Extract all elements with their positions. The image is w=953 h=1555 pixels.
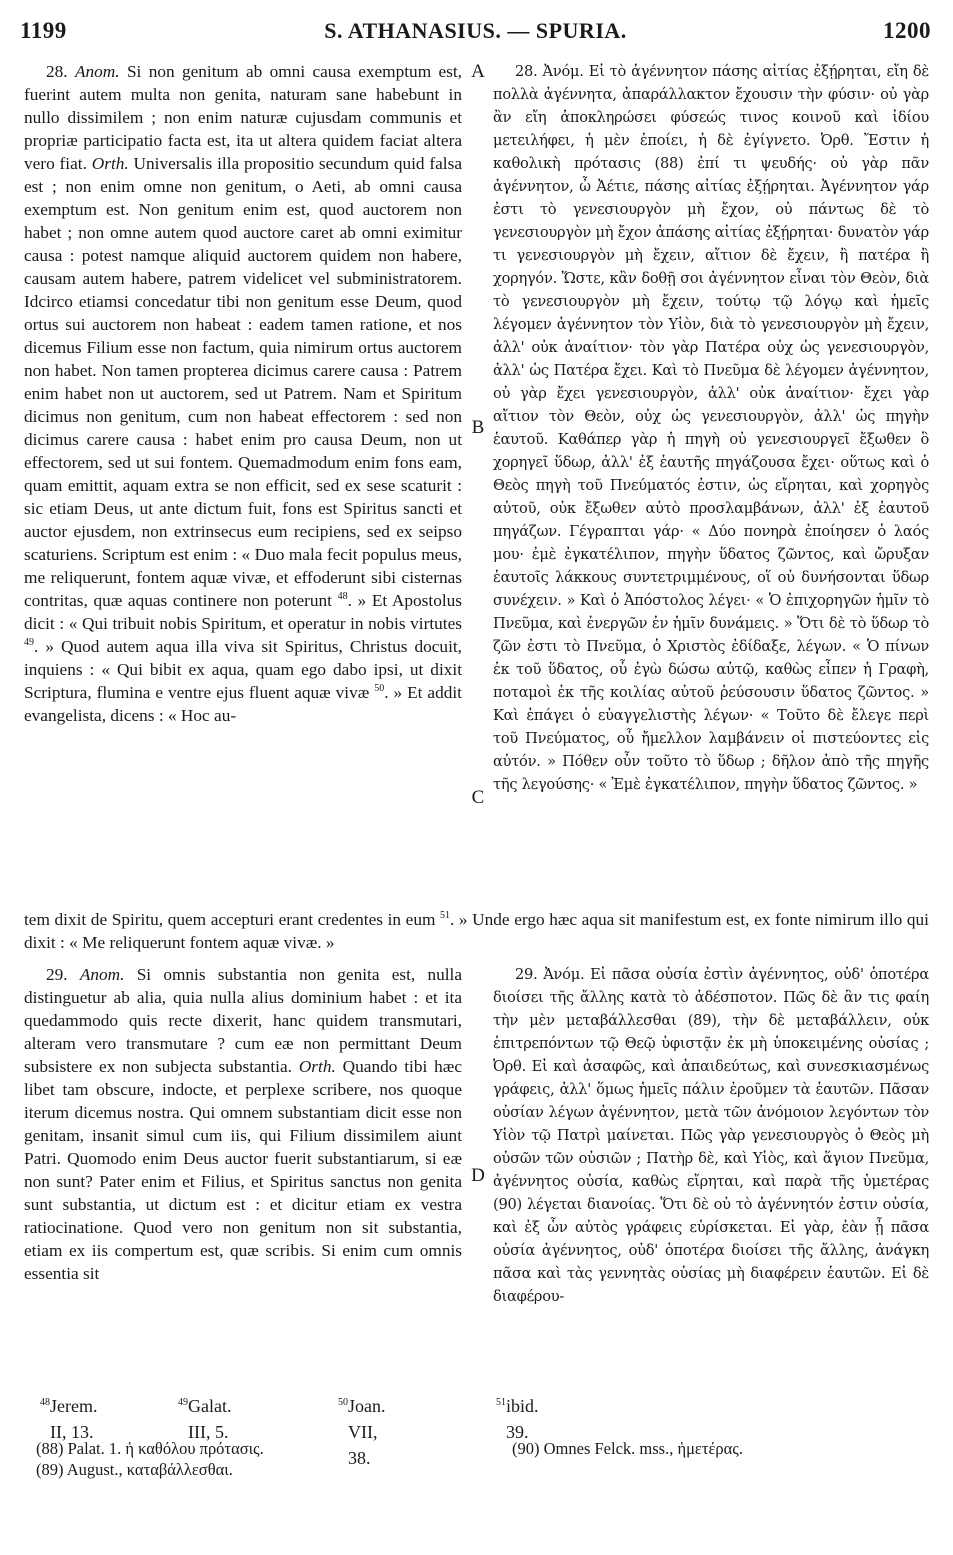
latin-text: . » Et addit evangelista, dicens : « Hoc au- bbox=[24, 683, 462, 725]
section-number: 29. bbox=[515, 966, 544, 983]
latin-text: Universalis illa propositio secundum quid falsa est ; non enim omne non genitum, o Aeti, ab omni causa exemptum est. Non genitum enim est, quod auctorem non habet ; non omne autem quod auctore caret ab omni eximitur causa : potest namque aliquid auctorem quidem non habere, causam autem habere, patrem videlicet vel subministratorem. Idcirco etiamsi concedatur tibi non genitum esse Deum, quod ortus sui auctorem non habeat : eadem tamen ratione, et nos dicemus Filium esse non factum, quia nimirum ortus auctorem non habet. Non tamen propterea dicimus carere causa : Patrem enim habet non ut auctorem, sed ut Patrem. Nam et Spiritum dicimus non genitum, cum non habeat effectorem : sed non dicimus carere causa : habet enim pro causa Deum, non ut effectorem, sed ut sui fontem. Quemadmodum enim fons eam, quam emittit, aquam extra se non efficit, sed ex sese scaturit : sic etiam Deus, ut ante dictum fuit, fons est Spiritus sancti et auctor ejusdem, non extrinsecus eum recipiens, sed ex seipso scaturiens. Scriptum est enim : « Duo mala fecit populus meus, me reliquerunt, fontem aquæ vivæ, et effoderunt sibi cisternas contritas, quæ aquas continere non poterunt bbox=[24, 154, 462, 610]
variant-notes-left bbox=[36, 1438, 456, 1480]
variant-note: (90) Omnes Felck. mss., ἡμετέρας. bbox=[512, 1439, 743, 1458]
column-number-left: 1199 bbox=[20, 18, 67, 43]
page-header bbox=[20, 14, 931, 48]
scripture-ref: $^{50}$ Joan. VII, 38. bbox=[338, 1396, 386, 1468]
section-number: 29. bbox=[46, 965, 80, 984]
greek-paragraph-29 bbox=[493, 963, 929, 1308]
latin-paragraph-28 bbox=[24, 60, 462, 727]
variant-notes-right bbox=[512, 1438, 932, 1459]
latin-text: . » Et Apostolus dicit : « Qui tribuit nobis Spiritum, et operatur in nobis virtutes bbox=[24, 591, 462, 633]
footnote-ref-48: 48 bbox=[337, 591, 348, 603]
column-number-right: 1200 bbox=[883, 18, 931, 43]
greek-text: Ἀνόμ. Εἰ πᾶσα οὐσία ἐστὶν ἀγέννητος, οὐδ' ὁποτέρα διοίσει τῆς ἄλλης κατὰ τὸ ἀδέσποτον. Πῶς δὲ ἂν τις φαίη τὴν μὲν μεταβάλλεσθαι (89), τὴν δὲ μεταβάλλειν, οὐκ ἐπιτρεπόντων τῷ Θεῷ ὑφιστᾷν ἐκ μὴ ὑποκειμένης οὐσίας ; Ὀρθ. Εἰ καὶ ἀσαφῶς, καὶ ἀπαιδεύτως, καὶ συνεσκιασμένως γράφεις, ἀλλ' ὅμως ἡμεῖς πάλιν ἐροῦμεν τὰ ἑαυτῶν. Πᾶσαν οὐσίαν λέγων ἀγέννητον, μετὰ τῶν ἀνόμοιον λεγόντων τὸν Υἱὸν τῷ Πατρὶ μαίνεται. Πῶς γὰρ γενεσιουργὸς ὁ Θεὸς μὴ οὐσῶν τῶν οὐσιῶν ; Πατὴρ δὲ, καὶ Υἱὸς, καὶ ἅγιον Πνεῦμα, ἀγέννητος οὐσία, καθὼς εἴρηται, καὶ παρὰ τῆς ὑμετέρας (90) λέγεται διανοίας. Ὅτι δὲ οὐ τὸ ἀγέννητόν ἐστιν οὐσία, καὶ ἐξ ὧν αὐτὸς γράφεις εὑρίσκεται. Εἰ γὰρ, ἐὰν ᾖ πᾶσα οὐσία ἀγέννητος, οὐδ' ὁποτέρα διοίσει τῆς ἄλλης, ἀνάγκη πᾶσα καὶ τὰς γεννητὰς οὐσίας μὴ διαφέρειν ἑαυτῶν. Εἰ δὲ διαφέρου- bbox=[493, 966, 929, 1305]
margin-marker-d: D bbox=[471, 1165, 485, 1186]
latin-column-section-29 bbox=[24, 963, 462, 1285]
greek-text: Ἀνόμ. Εἰ τὸ ἀγέννητον πάσης αἰτίας ἐξῄρηται, εἴη δὲ πολλὰ ἀγέννητα, ἀπαράλλακτον ἔχουσιν τὴν φύσιν· οὐ γὰρ ἂν εἴη ἀποκληρώσει φύσεώς τινος κοινοῦ καὶ ἰδίου μετειλήφει, ἡ μὲν ἐποίει, ἡ δὲ ἐγίγνετο. Ὀρθ. Ἔστιν ἡ καθολικὴ πρότασις (88) ἐπί τι ψευδής· οὐ γὰρ πᾶν ἀγέννητον, ὦ Ἀέτιε, πάσης αἰτίας ἐξῄρηται. Ἀγέννητον γάρ ἐστι τὸ γενεσιουργὸν μὴ ἔχον, οὐ πάντως δὲ τὸ γενεσιουργὸν μὴ ἔχον ἁπάσης αἰτίας ἐξῄρηται· δυνατὸν γάρ τι γενεσιουργὸν μὴ ἔχειν, αἴτιον δὲ ἔχειν, ἢ πατέρα ἢ χορηγόν. Ὥστε, κἂν δοθῇ σοι ἀγέννητον εἶναι τὸν Θεὸν, διὰ τὸ γενεσιουργὸν μὴ ἔχειν, τούτῳ τῷ λόγῳ καὶ ἡμεῖς λέγομεν ἀγέννητον τὸν Υἱὸν, διὰ τὸ γενεσιουργὸν μὴ ἔχειν, ἀλλ' οὐκ ἀναίτιον· τὸν γὰρ Πατέρα οὐχ ὡς γενεσιουργὸν, ἀλλ' ὡς Πατέρα ἔχει. Καὶ τὸ Πνεῦμα δὲ λέγομεν ἀγέννητον, οὐ γὰρ ἔχει γενεσιουργὸν, ἀλλ' οὐκ ἀναίτιον· ἔχει γὰρ αἴτιον τὸν Θεὸν, οὐχ ὡς γενεσιουργὸν, ἀλλ' ὡς πηγὴν ἑαυτοῦ. Καθάπερ γὰρ ἡ πηγὴ οὐ γενεσιουργεῖ ἔξωθεν ὃ χορηγεῖ ὕδωρ, ἀλλ' ἐξ ἑαυτῆς πηγάζουσα ἔχει· οὕτως καὶ ὁ Θεὸς πηγὴ τοῦ Πνεύματός ἐστιν, ὡς εἴρηται, καὶ χορηγὸς αὐτοῦ, οὐκ ἔξωθεν αὐτὸ προσλαμβάνων, ἀλλ' ἐξ ἑαυτοῦ πηγάζων. Γέγραπται γάρ· « Δύο πονηρὰ ἐποίησεν ὁ λαός μου· ἐμὲ ἐγκατέλιπον, πηγὴν ὕδατος ζῶντος, καὶ ὤρυξαν ἑαυτοῖς λάκκους συντετριμμένους, οἵ οὐ δυνήσονται ὕδωρ συνέχειν. » Καὶ ὁ Ἀπόστολος λέγει· « Ὁ ἐπιχορηγῶν ἡμῖν τὸ Πνεῦμα, καὶ ἐνεργῶν ἐν ἡμῖν δυνάμεις. » Ὅτι δὲ τὸ ὕδωρ τὸ ζῶν ἐστι τὸ Πνεῦμα, ὁ Χριστὸς ἐδίδαξε, λέγων. « Ὁ πίνων ἐκ τοῦ ὕδατος, οὗ ἐγὼ δώσω αὐτῷ, καθὼς εἶπεν ἡ Γραφὴ, ποταμοὶ ἐκ τῆς κοιλίας αὐτοῦ ῥεύσουσιν ὕδατος ζῶντος. » Καὶ ἐπάγει ὁ εὐαγγελιστὴς λέγων· « Τοῦτο δὲ ἔλεγε περὶ τοῦ Πνεύματος, οὗ ἤμελλον λαμβάνειν οἱ πιστεύοντες εἰς αὐτόν. » Πόθεν οὖν τοῦτο τὸ ὕδωρ ; δῆλον ἀπὸ τῆς πηγῆς τῆς λεγούσης· « Ἐμὲ ἐγκατέλιπον, πηγὴν ὕδατος ζῶντος. » bbox=[493, 63, 929, 793]
greek-column-section-28 bbox=[493, 60, 929, 796]
variant-note: (89) August., καταβάλλεσθαι. bbox=[36, 1460, 233, 1479]
speaker-orth: Orth. bbox=[298, 1057, 336, 1076]
greek-column-section-29 bbox=[493, 963, 929, 1308]
latin-column-section-28 bbox=[24, 60, 462, 727]
latin-text: Si non genitum ab omni causa exemptum est, fuerint autem multa non genita, naturam sane habebunt in nullo dissimilem ; non enim naturæ cujusdam communis et propriæ participatio facta est, ita ut altera quidem faciat altera vero fiat. bbox=[24, 62, 462, 173]
latin-text: Quando tibi hæc libet tam obscure, indocte, et perplexe scribere, nos quoque iterum dicemus nostra. Qui omnem substantiam dicit esse non genitam, insanit simul cum iis, qui Filium dissimilem aiunt Patri. Quomodo enim Deus auctor fuerit substantiarum, si eæ non sunt? Pater enim et Filius, et Spiritus sanctus non genita sunt substantia, ut dictum est : et dicitur etiam ex vestra ratiocinatione. Quod vero non genitum non sit substantia, etiam ex iis compertum est, quæ scribis. Si enim cum omnis essentia sit bbox=[24, 1057, 462, 1283]
footnote-ref-50: 50 bbox=[374, 683, 385, 695]
margin-marker-a: A bbox=[471, 61, 485, 82]
latin-text: . » Unde ergo hæc aqua sit manifestum est, ex fonte nimirum illo qui dixit : « Me reliquerunt fontem aquæ vivæ. » bbox=[24, 910, 929, 952]
scripture-ref: $^{48}$ Jerem. II, 13. bbox=[40, 1396, 98, 1442]
latin-text: . » Quod autem aqua illa viva sit Spiritus, Christus docuit, inquiens : « Qui bibit ex aqua, quam ego dabo ipsi, ut dixit Scriptura, flumina e ventre ejus fluent aquæ vivæ bbox=[24, 637, 462, 702]
margin-marker-c: C bbox=[471, 787, 485, 808]
scripture-ref: $^{51}$ ibid. 39. bbox=[496, 1396, 539, 1442]
latin-paragraph-29 bbox=[24, 963, 462, 1285]
latin-continuation-full-width bbox=[24, 908, 929, 954]
latin-text: tem dixit de Spiritu, quem accepturi erant credentes in eum bbox=[24, 910, 440, 929]
latin-text: Si omnis substantia non genita est, nulla distinguetur ab alia, quia nulla alius dominium habet : et ita quedammodo quis recte dixerit, hanc quidem transmutari, alteram vero transmutare ? cum eæ non permittant Deum subsistere ex non subjecta substantia. bbox=[24, 965, 462, 1076]
scripture-ref: $^{49}$ Galat. III, 5. bbox=[178, 1396, 232, 1442]
section-number: 28. bbox=[46, 62, 75, 81]
speaker-anom: Anom. bbox=[79, 965, 125, 984]
speaker-orth: Orth. bbox=[91, 154, 129, 173]
running-title: S. ATHANASIUS. — SPURIA. bbox=[324, 18, 627, 43]
speaker-anom: Anom. bbox=[74, 62, 120, 81]
footnote-ref-49: 49 bbox=[24, 637, 34, 649]
margin-marker-b: B bbox=[471, 417, 485, 438]
footnote-ref-51: 51 bbox=[440, 910, 450, 922]
variant-note: (88) Palat. 1. ἡ καθόλου πρότασις. bbox=[36, 1439, 264, 1458]
section-number: 28. bbox=[515, 63, 543, 80]
greek-paragraph-28 bbox=[493, 60, 929, 796]
